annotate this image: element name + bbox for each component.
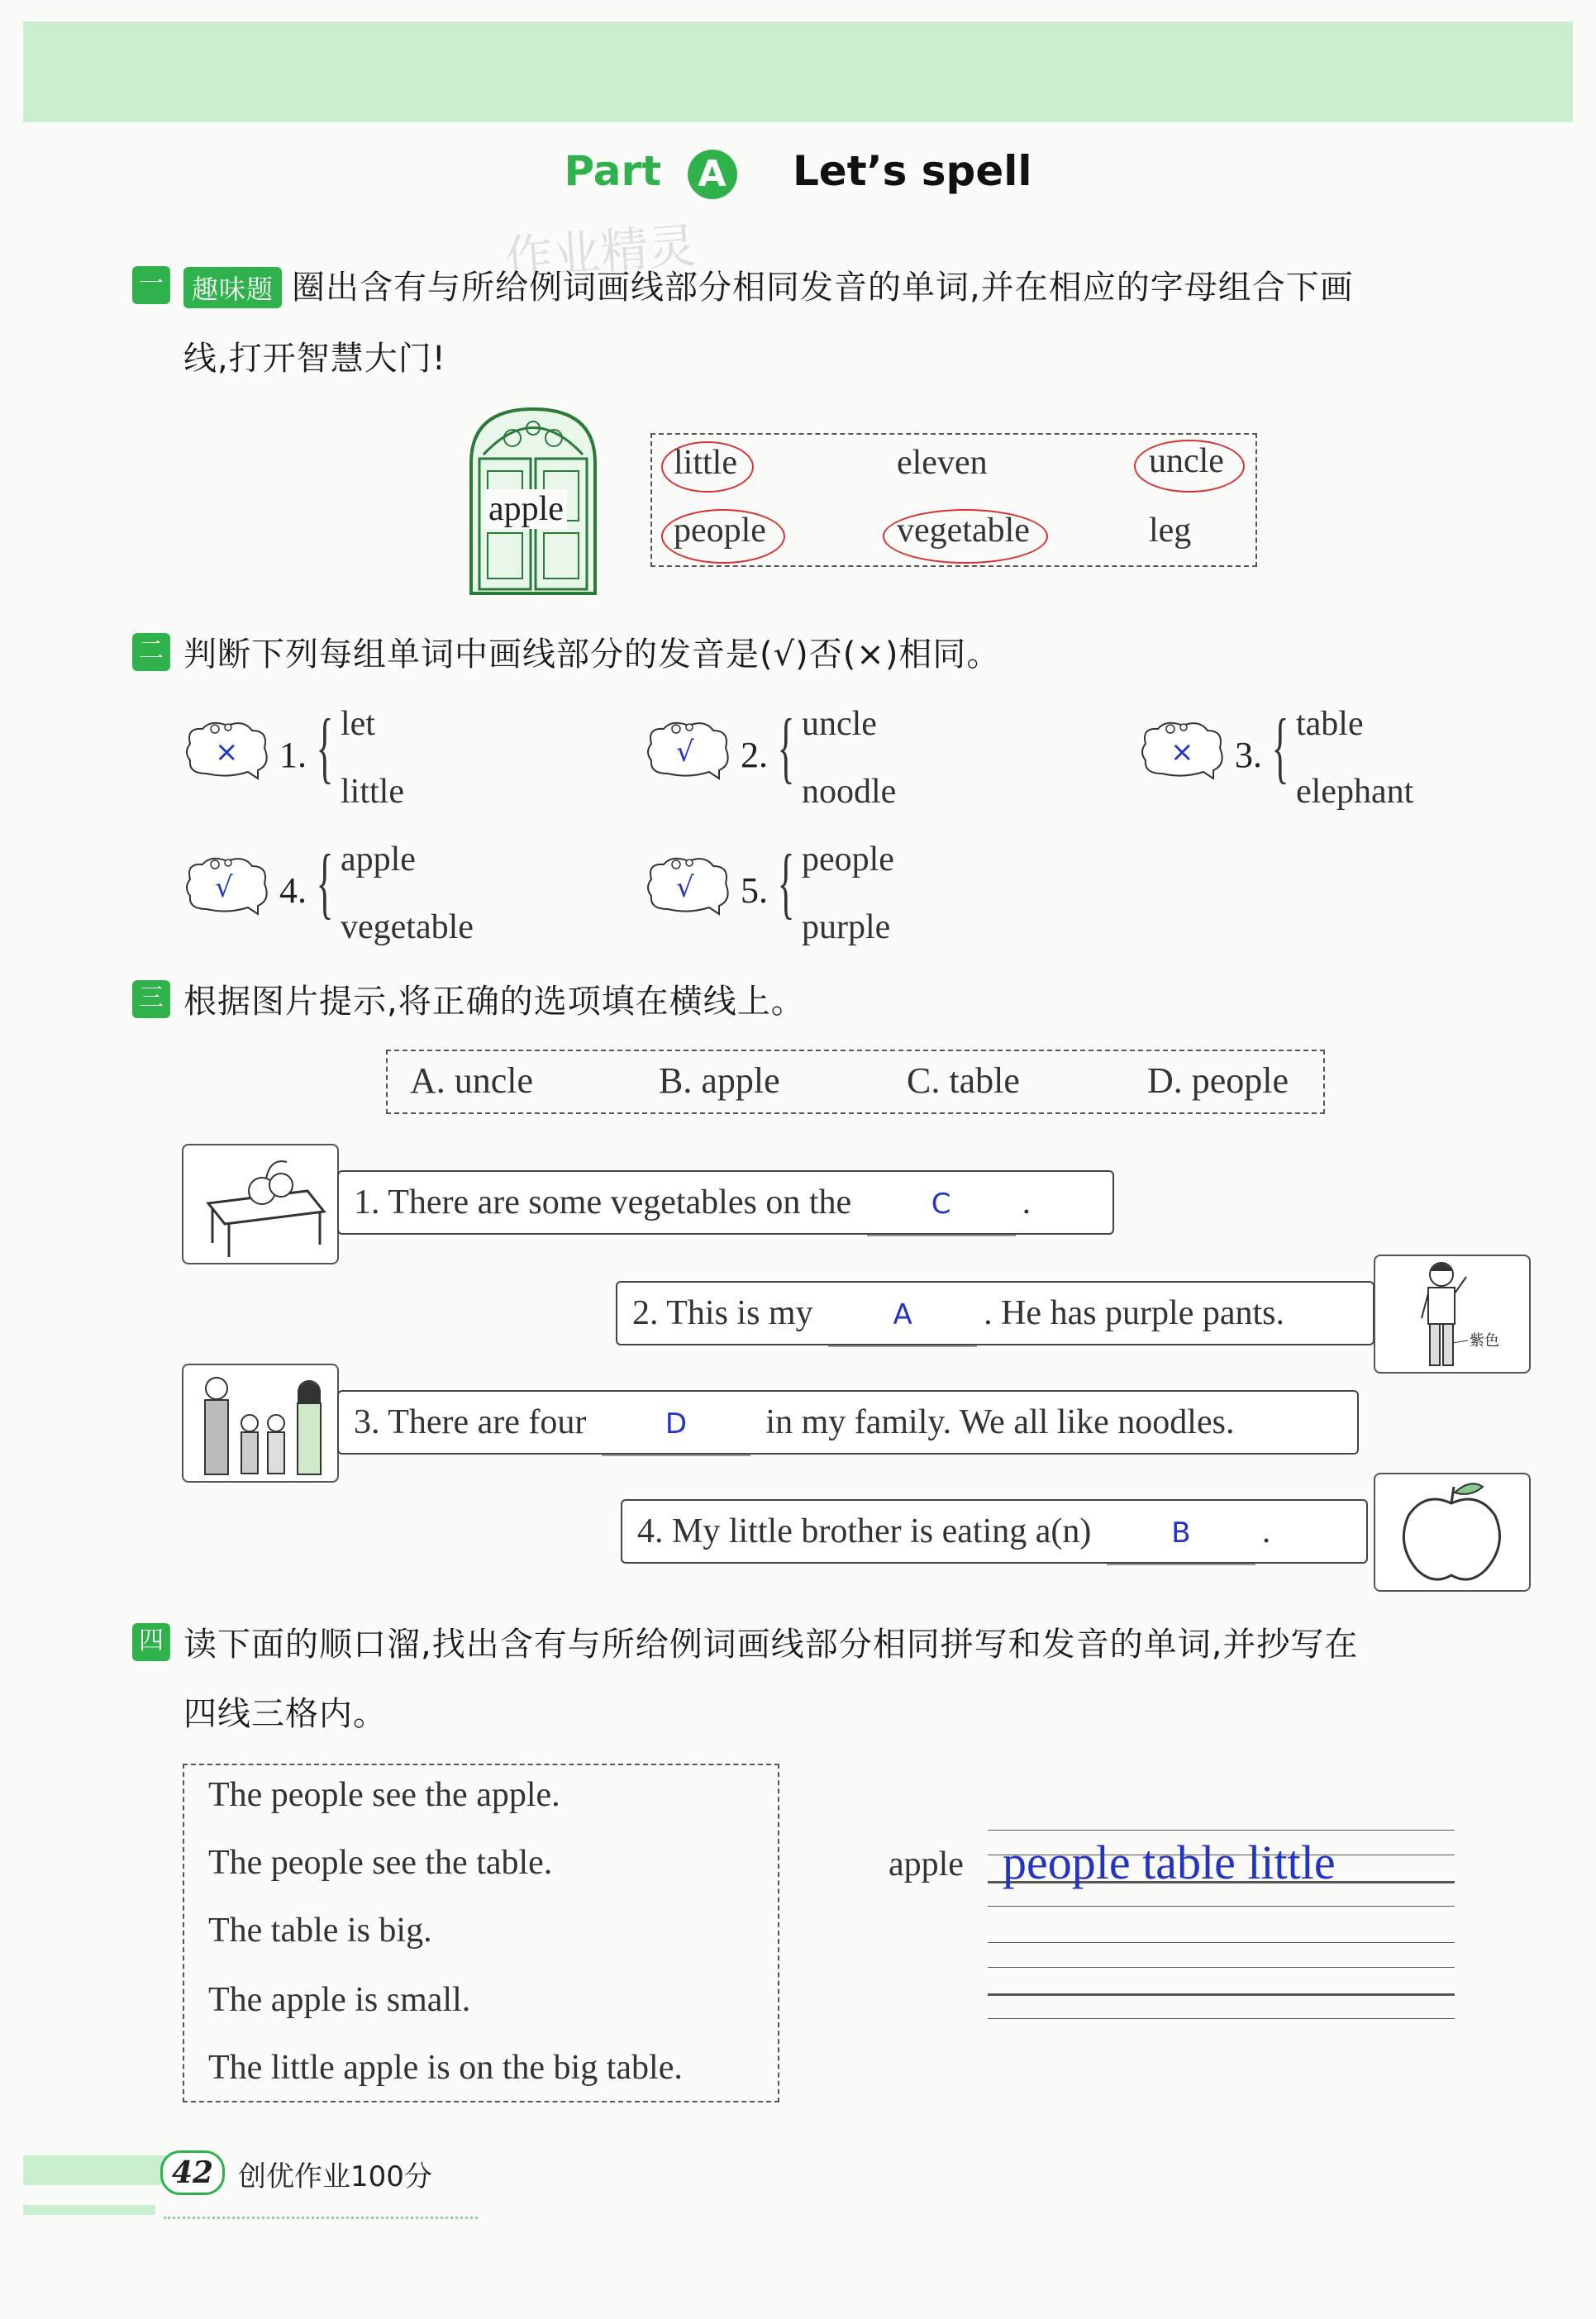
header-band — [23, 21, 1573, 122]
section1-instruction — [183, 261, 1354, 308]
title-heading: Let’s spell — [792, 147, 1032, 195]
answer-blank-3[interactable]: D — [602, 1393, 750, 1456]
answer-blank-4[interactable]: B — [1107, 1502, 1255, 1565]
pair-item — [182, 838, 479, 959]
answer-mark[interactable]: × — [215, 736, 239, 769]
sentence-1 — [337, 1170, 1114, 1235]
poem-line-4: The apple is small. — [208, 1981, 471, 2019]
book-title: 创优作业100分 — [238, 2160, 432, 2193]
item-number: 1. — [279, 735, 307, 775]
pair-word-bottom: noodle — [802, 773, 897, 811]
pair-word-top: people — [802, 840, 894, 879]
section1-icon: 一 — [132, 266, 170, 304]
page-title — [0, 147, 1596, 199]
pair-word-top: let — [341, 705, 375, 743]
section1-line1: 圈出含有与所给例词画线部分相同发音的单词,并在相应的字母组合下画 — [292, 269, 1354, 307]
poem-line-3: The table is big. — [208, 1912, 432, 1950]
sentence-1-end: . — [1022, 1183, 1031, 1221]
title-letter-badge: A — [688, 150, 737, 199]
brace: { — [316, 838, 334, 926]
pair-word-top: uncle — [802, 705, 877, 743]
handwritten-answer[interactable]: people table little — [1003, 1836, 1336, 1889]
item-number: 4. — [279, 870, 307, 911]
item-number: 5. — [741, 870, 768, 911]
pair-item — [182, 702, 479, 823]
pair-word-bottom: purple — [802, 908, 891, 946]
sentence-3-text: 3. There are four — [354, 1403, 587, 1441]
guide-line-2a — [988, 1942, 1455, 1943]
poem-line-5: The little apple is on the big table. — [208, 2049, 683, 2087]
pair-item — [643, 702, 941, 823]
sentence-4-text: 4. My little brother is eating a(n) — [637, 1512, 1092, 1550]
pair-item — [643, 838, 941, 959]
poem-line-1: The people see the apple. — [208, 1776, 560, 1814]
door-word: apple — [485, 489, 567, 529]
answer-mark[interactable]: √ — [676, 871, 694, 904]
answer-mark[interactable]: √ — [215, 871, 233, 904]
option-c: C. table — [907, 1060, 1020, 1101]
brace: { — [1271, 702, 1289, 791]
sentence-1-text: 1. There are some vegetables on the — [354, 1183, 852, 1221]
uncle-picture — [1374, 1255, 1531, 1374]
fun-tag: 趣味题 — [183, 267, 282, 308]
pair-word-bottom: little — [341, 773, 404, 811]
sentence-2-text: 2. This is my — [632, 1294, 813, 1332]
poem-line-2: The people see the table. — [208, 1844, 553, 1882]
sentence-4-end: . — [1261, 1512, 1271, 1550]
family-picture — [182, 1364, 339, 1483]
word-little: little — [674, 444, 737, 482]
pair-word-bottom: vegetable — [341, 908, 474, 946]
word-people: people — [674, 512, 766, 550]
door-illustration — [467, 405, 599, 595]
word-leg: leg — [1149, 512, 1192, 550]
guide-line-2c — [988, 1993, 1455, 1996]
table-vegetables-picture — [182, 1144, 339, 1264]
pair-item — [1137, 702, 1435, 823]
section1-line2: 线,打开智慧大门! — [183, 340, 446, 378]
section2-icon: 二 — [132, 633, 170, 671]
sentence-3 — [337, 1390, 1359, 1455]
sentence-4 — [621, 1499, 1368, 1564]
footer-dots — [164, 2203, 478, 2219]
brace: { — [777, 702, 795, 791]
pair-word-top: apple — [341, 840, 416, 879]
example-word: apple — [889, 1845, 964, 1883]
section4-icon: 四 — [132, 1623, 170, 1661]
page-number: 42 — [160, 2150, 225, 2195]
guide-line-2b — [988, 1967, 1455, 1968]
item-number: 3. — [1235, 735, 1262, 775]
option-b: B. apple — [659, 1060, 780, 1101]
answer-mark[interactable]: √ — [676, 736, 694, 769]
section3-instruction: 根据图片提示,将正确的选项填在横线上。 — [183, 983, 805, 1021]
word-vegetable: vegetable — [897, 512, 1030, 550]
pair-word-top: table — [1296, 705, 1364, 743]
sentence-2-end: . He has purple pants. — [984, 1294, 1285, 1332]
pair-word-bottom: elephant — [1296, 773, 1414, 811]
guide-line-2d — [988, 2018, 1455, 2019]
purple-label: 紫色 — [1470, 1332, 1499, 1350]
title-part: Part — [564, 147, 662, 195]
sentence-2 — [616, 1281, 1374, 1345]
word-uncle: uncle — [1149, 442, 1224, 480]
guide-line-1a — [988, 1830, 1455, 1831]
section4-line1: 读下面的顺口溜,找出含有与所给例词画线部分相同拼写和发音的单词,并抄写在 — [183, 1626, 1359, 1664]
option-d: D. people — [1147, 1060, 1289, 1101]
watermark: 作业精灵 — [503, 217, 698, 287]
guide-line-1d — [988, 1906, 1455, 1907]
item-number: 2. — [741, 735, 768, 775]
answer-mark[interactable]: × — [1170, 736, 1194, 769]
sentence-3-end: in my family. We all like noodles. — [765, 1403, 1235, 1441]
section3-icon: 三 — [132, 980, 170, 1018]
option-a: A. uncle — [410, 1060, 534, 1101]
section4-line2: 四线三格内。 — [183, 1695, 387, 1733]
word-eleven: eleven — [897, 444, 988, 482]
answer-blank-1[interactable]: C — [867, 1174, 1016, 1236]
footer-bar — [23, 2205, 155, 2215]
answer-blank-2[interactable]: A — [828, 1284, 977, 1347]
brace: { — [316, 702, 334, 791]
apple-picture — [1374, 1473, 1531, 1592]
brace: { — [777, 838, 795, 926]
section2-instruction: 判断下列每组单词中画线部分的发音是(√)否(×)相同。 — [183, 636, 1001, 674]
